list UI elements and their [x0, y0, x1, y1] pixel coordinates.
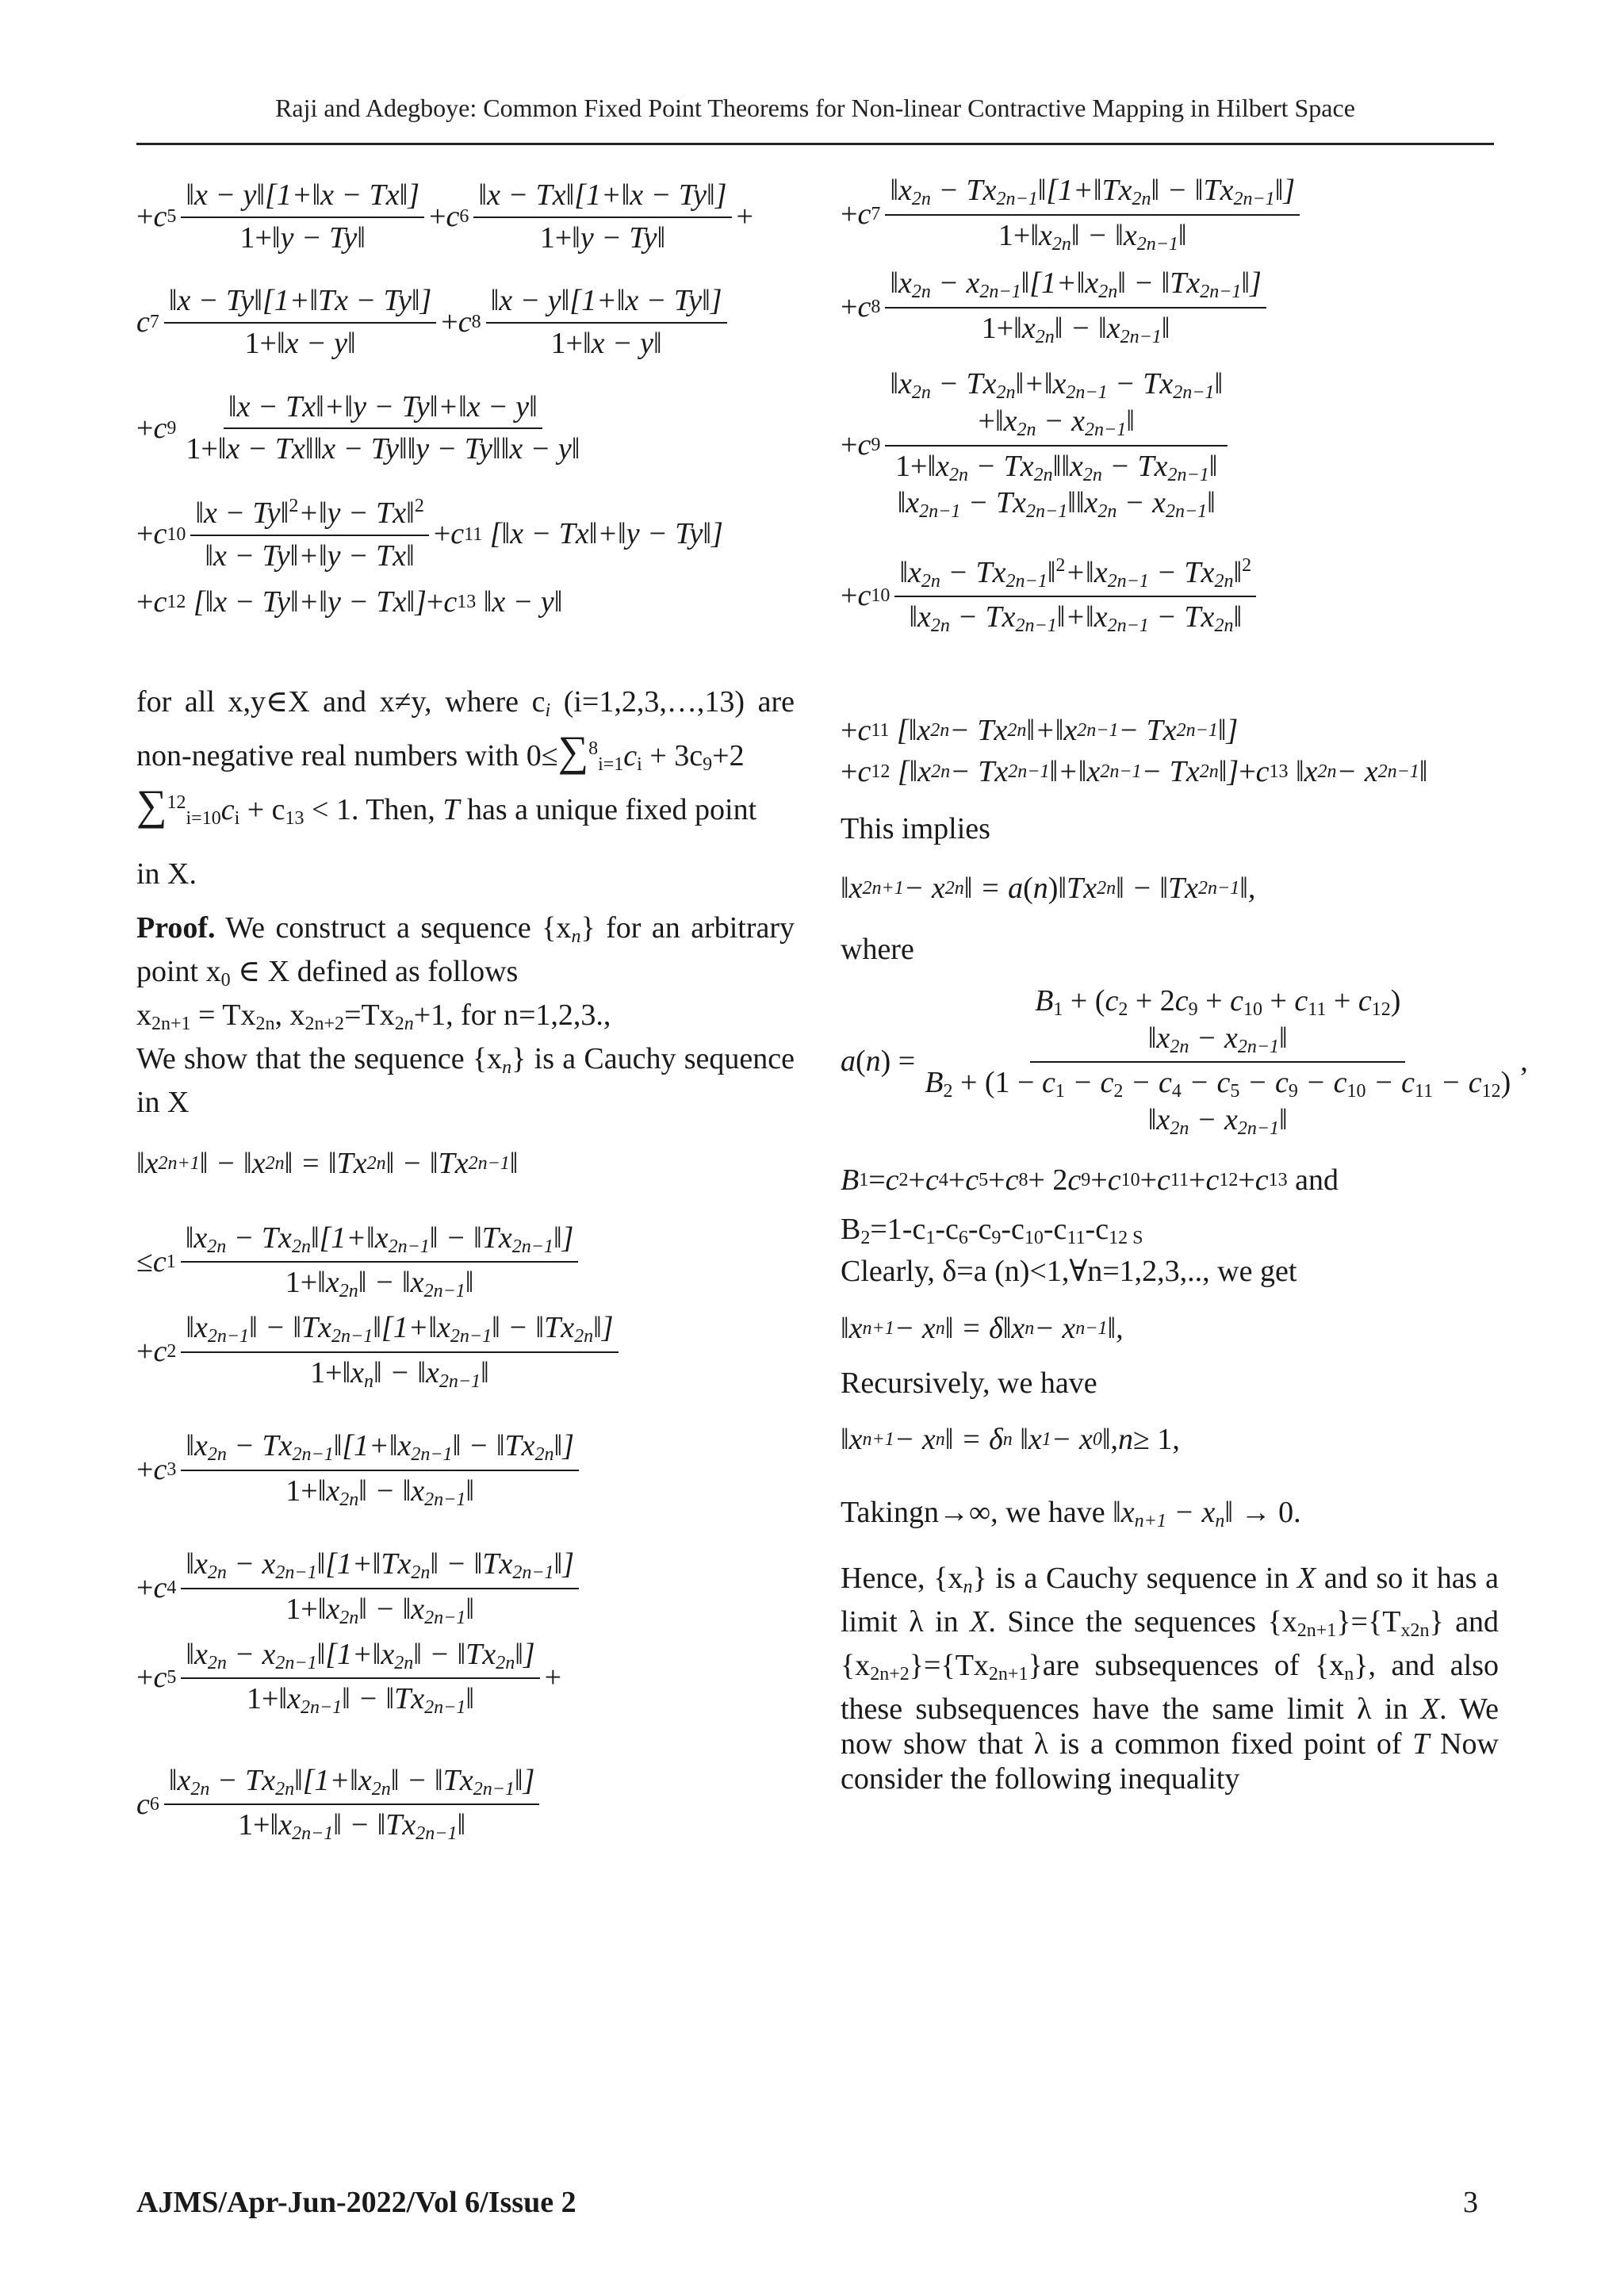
header-rule — [136, 143, 1494, 145]
this-implies: This implies — [841, 812, 990, 846]
equation-c12-c13-seq: + c 12 [‖x 2n − Tx 2n−1 ‖+‖x 2n−1 − Tx 2n ‖] + c 13 ‖x 2n − x 2n−1 ‖ — [841, 754, 1428, 788]
where-text: where — [841, 933, 914, 966]
equation-a-n: ‖x 2n+1 − x 2n ‖ = a ( n ) ‖Tx 2n ‖ − ‖Tx 2n−1 ‖, — [841, 872, 1256, 906]
equation-c10-seq: + c 10 $\frac{‖x_{2n} - Tx_{2n-1}‖^2+‖x_{2n-1} - Tx_{2n}‖^2}{‖x_{2n} - Tx_{2n-1}‖+‖x_{2n-1} - Tx_{2n}‖}$ — [841, 555, 1499, 638]
equation-c2-seq: + c 2 $\frac{‖x_{2n-1}‖ - ‖Tx_{2n-1}‖[1+‖x_{2n-1}‖ - ‖Tx_{2n}‖]}{1+‖x_n‖ - ‖x_{2n-1}‖}$ — [136, 1311, 795, 1393]
equation-c7-seq: + c 7 $\frac{‖x_{2n} - Tx_{2n-1}‖[1+‖Tx_{2n}‖ - ‖Tx_{2n-1}‖]}{1+‖x_{2n}‖ - ‖x_{2n-1}‖}$ — [841, 174, 1499, 255]
footer-journal: AJMS/Apr-Jun-2022/Vol 6/Issue 2 — [136, 2186, 576, 2219]
taking-limit: Takingn→∞, we have $‖x_{n+1}$ − $x_n‖ \to 0$. — [841, 1496, 1301, 1532]
equation-delta-n: ‖x n+1 − x n ‖ = δ n ‖x 1 − x 0 ‖ , n ≥ 1, — [841, 1422, 1180, 1456]
page-number: 3 — [1463, 2186, 1478, 2219]
theorem-condition-paragraph: for all x,y∈X and x≠y, where $c_i$ (i=1,2,3,…,13) are non-negative real numbers with $0\le\sum^8_{i=1}c_i + 3c_9+2$ $\sum^{12}_{i=10}c_i + c_{13} < 1$. Then, T has a unique fixed point — [136, 685, 795, 830]
equation-c9-seq: + c 9 $‖x_{2n}$ − $Tx_{2n}‖+‖x_{2n-1}$ − $Tx_{2n-1}‖$ $+‖x_{2n}$ − $x_{2n-1}‖$ $1+‖x_{2n}$ − $Tx_{2n}‖‖x_{2n}$ − $Tx_{2n-1}‖$ $‖x_{2n-1}$ − $Tx_{2n-1}‖‖x_{2n}$ − $x_{2n-1}‖$ — [841, 367, 1499, 523]
equation-c5-seq: + c 5 $\frac{‖x_{2n} - x_{2n-1}‖[1+‖x_{2n}‖ - ‖Tx_{2n}‖]}{1+‖x_{2n-1}‖ - ‖Tx_{2n-1}‖}$ + — [136, 1637, 562, 1719]
equation-a-n-definition: a ( n ) = $B_1 + (c_2 + 2c_9 + c_{10} + c_{11} + c_{12})$ $‖x_{2n}$ − $x_{2n-1}‖$ $B_2 + (1 - c_1 - c_2 - c_4 - c_5 - c_9 - c_{10} - c_{11} - c_{12})$ $‖x_{2n}$ − $x_{2n-1}‖$ , — [841, 984, 1528, 1139]
equation-norm-difference: ‖x 2n+1 ‖ − ‖x 2n ‖ = ‖Tx 2n ‖ − ‖Tx 2n−1 ‖ — [136, 1147, 519, 1181]
equation-c11-seq: + c 11 [‖x 2n − Tx 2n ‖+‖x 2n−1 − Tx 2n−1 ‖] — [841, 713, 1239, 747]
equation-c3-seq: + c 3 $\frac{‖x_{2n} - Tx_{2n-1}‖[1+‖x_{2n-1}‖ - ‖Tx_{2n}‖]}{1+‖x_{2n}‖ - ‖x_{2n-1}‖}$ — [136, 1429, 795, 1511]
equation-c8-seq: + c 8 $\frac{‖x_{2n} - x_{2n-1}‖[1+‖x_{2n}‖ - ‖Tx_{2n-1}‖]}{1+‖x_{2n}‖ - ‖x_{2n-1}‖}$ — [841, 266, 1499, 348]
recursively-text: Recursively, we have — [841, 1366, 1097, 1400]
running-header: Raji and Adegboye: Common Fixed Point Theorems for Non-linear Contractive Mapping in Hilbert Space — [275, 94, 1355, 122]
equation-c5-c6: + c 5 $\frac{‖x - y‖[1+‖x - Tx‖]}{1+‖y - Ty‖}$ + c 6 $\frac{‖x - Tx‖[1+‖x - Ty‖]}{1+‖y - Ty‖}$ + — [136, 178, 753, 255]
b2-and-clearly: $B_2=1-c_1-c_6-c_9-c_{10}-c_{11}-c_{12 S}$ Clearly, δ=a (n)<1,∀n=1,2,3,.., we get — [841, 1213, 1297, 1289]
equation-c12-c13: + c 12 [‖x − Ty‖+‖y − Tx‖] + c 13 ‖x − y‖ — [136, 585, 563, 619]
equation-c4-seq: + c 4 $\frac{‖x_{2n} - x_{2n-1}‖[1+‖Tx_{2n}‖ - ‖Tx_{2n-1}‖]}{1+‖x_{2n}‖ - ‖x_{2n-1}‖}$ — [136, 1547, 795, 1629]
equation-b1: B 1 = c 2 + c 4 + c 5 + c 8 + 2 c 9 + c 10 + c 11 + c 12 + c 13 and — [841, 1163, 1339, 1198]
in-x-line: in X. — [136, 857, 197, 891]
hence-paragraph: Hence, $\{x_n\}$ is a Cauchy sequence in X and so it has a limit λ in X. Since the sequences $\{x_{2n+1}\}=\{T_{x2n}\}$ and $\{x_{2n+2}\}=\{Tx_{2n+1}\}are$ subsequences of $\{x_n\}$, and also these subsequences have the same limit λ in X. We now show that λ is a common fixed point of T Now consider the following inequality — [841, 1562, 1500, 1796]
equation-c7-c8: c 7 $\frac{‖x - Ty‖[1+‖Tx - Ty‖]}{1+‖x - y‖}$ + c 8 $\frac{‖x - y‖[1+‖x - Ty‖]}{1+‖x - y‖}$ — [136, 284, 795, 361]
equation-c10-c11: + c 10 $\frac{‖x - Ty‖^2+‖y - Tx‖^2}{‖x - Ty‖+‖y - Tx‖}$ + c 11 [‖x − Tx‖+‖y − Ty‖] — [136, 496, 723, 573]
left-column — [136, 171, 795, 1846]
proof-paragraph: Proof. We construct a sequence $\{x_n\}$ for an arbitrary point $x_0$ ∈ X defined as follows $x_{2n+1} = Tx_{2n}$, $x_{2n+2}=Tx_{2n}+1$, for n=1,2,3., We show that the sequence $\{x_n\}$ is a Cauchy sequence in X — [136, 911, 795, 1120]
equation-le-c1: ≤ c 1 $\frac{‖x_{2n} - Tx_{2n}‖[1+‖x_{2n-1}‖ - ‖Tx_{2n-1}‖]}{1+‖x_{2n}‖ - ‖x_{2n-1}‖}$ — [136, 1221, 795, 1303]
equation-c9: + c 9 $\frac{‖x - Tx‖+‖y - Ty‖+‖x - y‖}{1+‖x - Tx‖‖x - Ty‖‖y - Ty‖‖x - y‖}$ — [136, 389, 580, 466]
right-column — [841, 171, 1528, 1796]
equation-delta: ‖x n+1 − x n ‖ = δ‖x n − x n−1 ‖, — [841, 1312, 1124, 1346]
equation-c6-seq: c 6 $\frac{‖x_{2n} - Tx_{2n}‖[1+‖x_{2n}‖ - ‖Tx_{2n-1}‖]}{1+‖x_{2n-1}‖ - ‖Tx_{2n-1}‖}$ — [136, 1764, 795, 1846]
